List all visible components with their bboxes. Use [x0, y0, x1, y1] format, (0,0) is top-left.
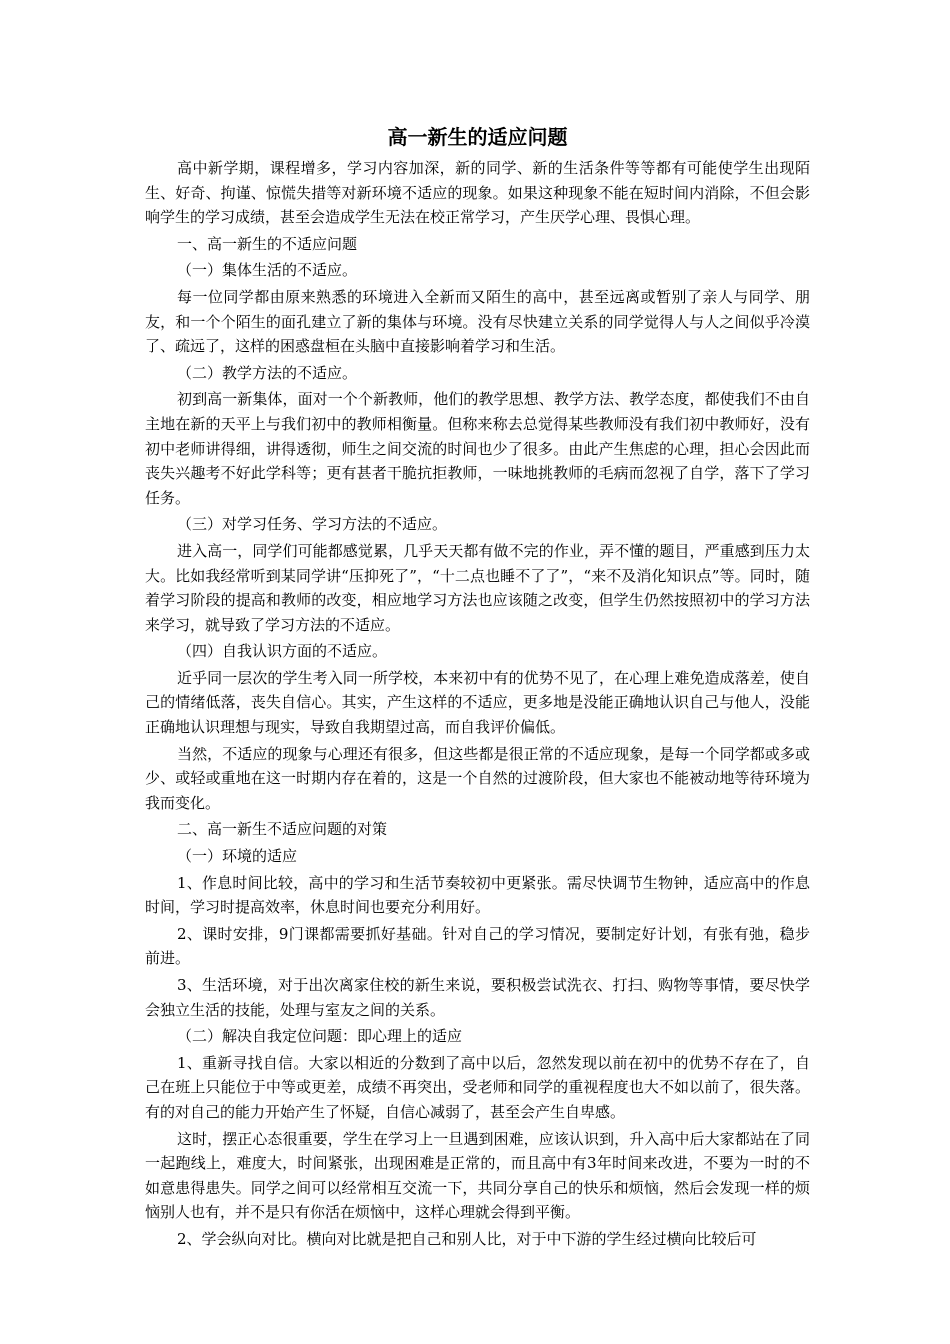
- section-2-sub-1-item-2: 2、课时安排，9门课都需要抓好基础。针对自己的学习情况，要制定好计划，有张有弛，稳步前进。: [145, 924, 810, 968]
- section-2-sub-1-heading: （一）环境的适应: [177, 847, 298, 866]
- section-1-sub-1-paragraph: 每一位同学都由原来熟悉的环境进入全新而又陌生的高中，甚至远离或暂别了亲人与同学、朋友，和一个个陌生的面孔建立了新的集体与环境。没有尽快建立关系的同学觉得人与人之间似乎冷漠了、疏远了，这样的困惑盘桓在头脑中直接影响着学习和生活。: [145, 287, 810, 356]
- section-1-sub-2-heading: （二）教学方法的不适应。: [177, 363, 358, 382]
- section-1-sub-2-paragraph: 初到高一新集体，面对一个个新教师，他们的教学思想、教学方法、教学态度，都使我们不由自主地在新的天平上与我们初中的教师相衡量。但称来称去总觉得某些教师没有我们初中教师好，没有初中老师讲得细，讲得透彻，师生之间交流的时间也少了很多。由此产生焦虑的心理，担心会因此而丧失兴趣考不好此学科等；更有甚者干脆抗拒教师，一味地挑教师的毛病而忽视了自学，落下了学习任务。: [145, 390, 810, 507]
- section-1-closing-paragraph: 当然，不适应的现象与心理还有很多，但这些都是很正常的不适应现象，是每一个同学都或多或少、或轻或重地在这一时期内存在着的，这是一个自然的过渡阶段，但大家也不能被动地等待环境为我而变化。: [145, 744, 810, 812]
- intro-paragraph: 高中新学期，课程增多，学习内容加深，新的同学、新的生活条件等等都有可能使学生出现陌生、好奇、拘谨、惊慌失措等对新环境不适应的现象。如果这种现象不能在短时间内消除，不但会影响学生的学习成绩，甚至会造成学生无法在校正常学习，产生厌学心理、畏惧心理。: [145, 159, 810, 227]
- section-1-heading: 一、高一新生的不适应问题: [177, 234, 358, 253]
- section-2-sub-2-item-1: 1、重新寻找自信。大家以相近的分数到了高中以后，忽然发现以前在初中的优势不存在了，自己在班上只能位于中等或更差，成绩不再突出，受老师和同学的重视程度也大不如以前了，很失落。有的对自己的能力开始产生了怀疑，自信心减弱了，甚至会产生自卑感。: [145, 1053, 810, 1121]
- section-2-sub-1-item-1: 1、作息时间比较，高中的学习和生活节奏较初中更紧张。需尽快调节生物钟，适应高中的作息时间，学习时提高效率，休息时间也要充分利用好。: [145, 873, 810, 917]
- section-1-sub-4-heading: （四）自我认识方面的不适应。: [177, 642, 388, 661]
- section-1-sub-1-heading: （一）集体生活的不适应。: [177, 261, 358, 280]
- section-2-sub-2-item-1-continued: 这时，摆正心态很重要，学生在学习上一旦遇到困难，应该认识到，升入高中后大家都站在了同一起跑线上，难度大，时间紧张，出现困难是正常的，而且高中有3年时间来改进，不要为一时的不如意患得患失。同学之间可以经常相互交流一下，共同分享自己的快乐和烦恼，然后会发现一样的烦恼别人也有，并不是只有你活在烦恼中，这样心理就会得到平衡。: [145, 1129, 810, 1222]
- section-1-sub-4-paragraph: 近乎同一层次的学生考入同一所学校，本来初中有的优势不见了，在心理上难免造成落差，使自己的情绪低落，丧失自信心。其实，产生这样的不适应，更多地是没能正确地认识自己与他人，没能正确地认识理想与现实，导致自我期望过高，而自我评价偏低。: [145, 668, 810, 737]
- section-2-sub-2-heading: （二）解决自我定位问题：即心理上的适应: [177, 1027, 463, 1046]
- section-2-heading: 二、高一新生不适应问题的对策: [177, 820, 388, 839]
- document-title: 高一新生的适应问题: [387, 125, 568, 149]
- section-2-sub-2-item-2: 2、学会纵向对比。横向对比就是把自己和别人比，对于中下游的学生经过横向比较后可: [177, 1229, 757, 1248]
- document-body: [145, 124, 810, 1254]
- section-1-sub-3-heading: （三）对学习任务、学习方法的不适应。: [177, 515, 448, 534]
- section-1-sub-3-paragraph: 进入高一，同学们可能都感觉累，几乎天天都有做不完的作业，弄不懂的题目，严重感到压力太大。比如我经常听到某同学讲“压抑死了”，“十二点也睡不了了”，“来不及消化知识点”等。同时，随着学习阶段的提高和教师的改变，相应地学习方法也应该随之改变，但学生仍然按照初中的学习方法来学习，就导致了学习方法的不适应。: [145, 541, 810, 634]
- section-2-sub-1-item-3: 3、生活环境，对于出次离家住校的新生来说，要积极尝试洗衣、打扫、购物等事情，要尽快学会独立生活的技能，处理与室友之间的关系。: [145, 976, 810, 1019]
